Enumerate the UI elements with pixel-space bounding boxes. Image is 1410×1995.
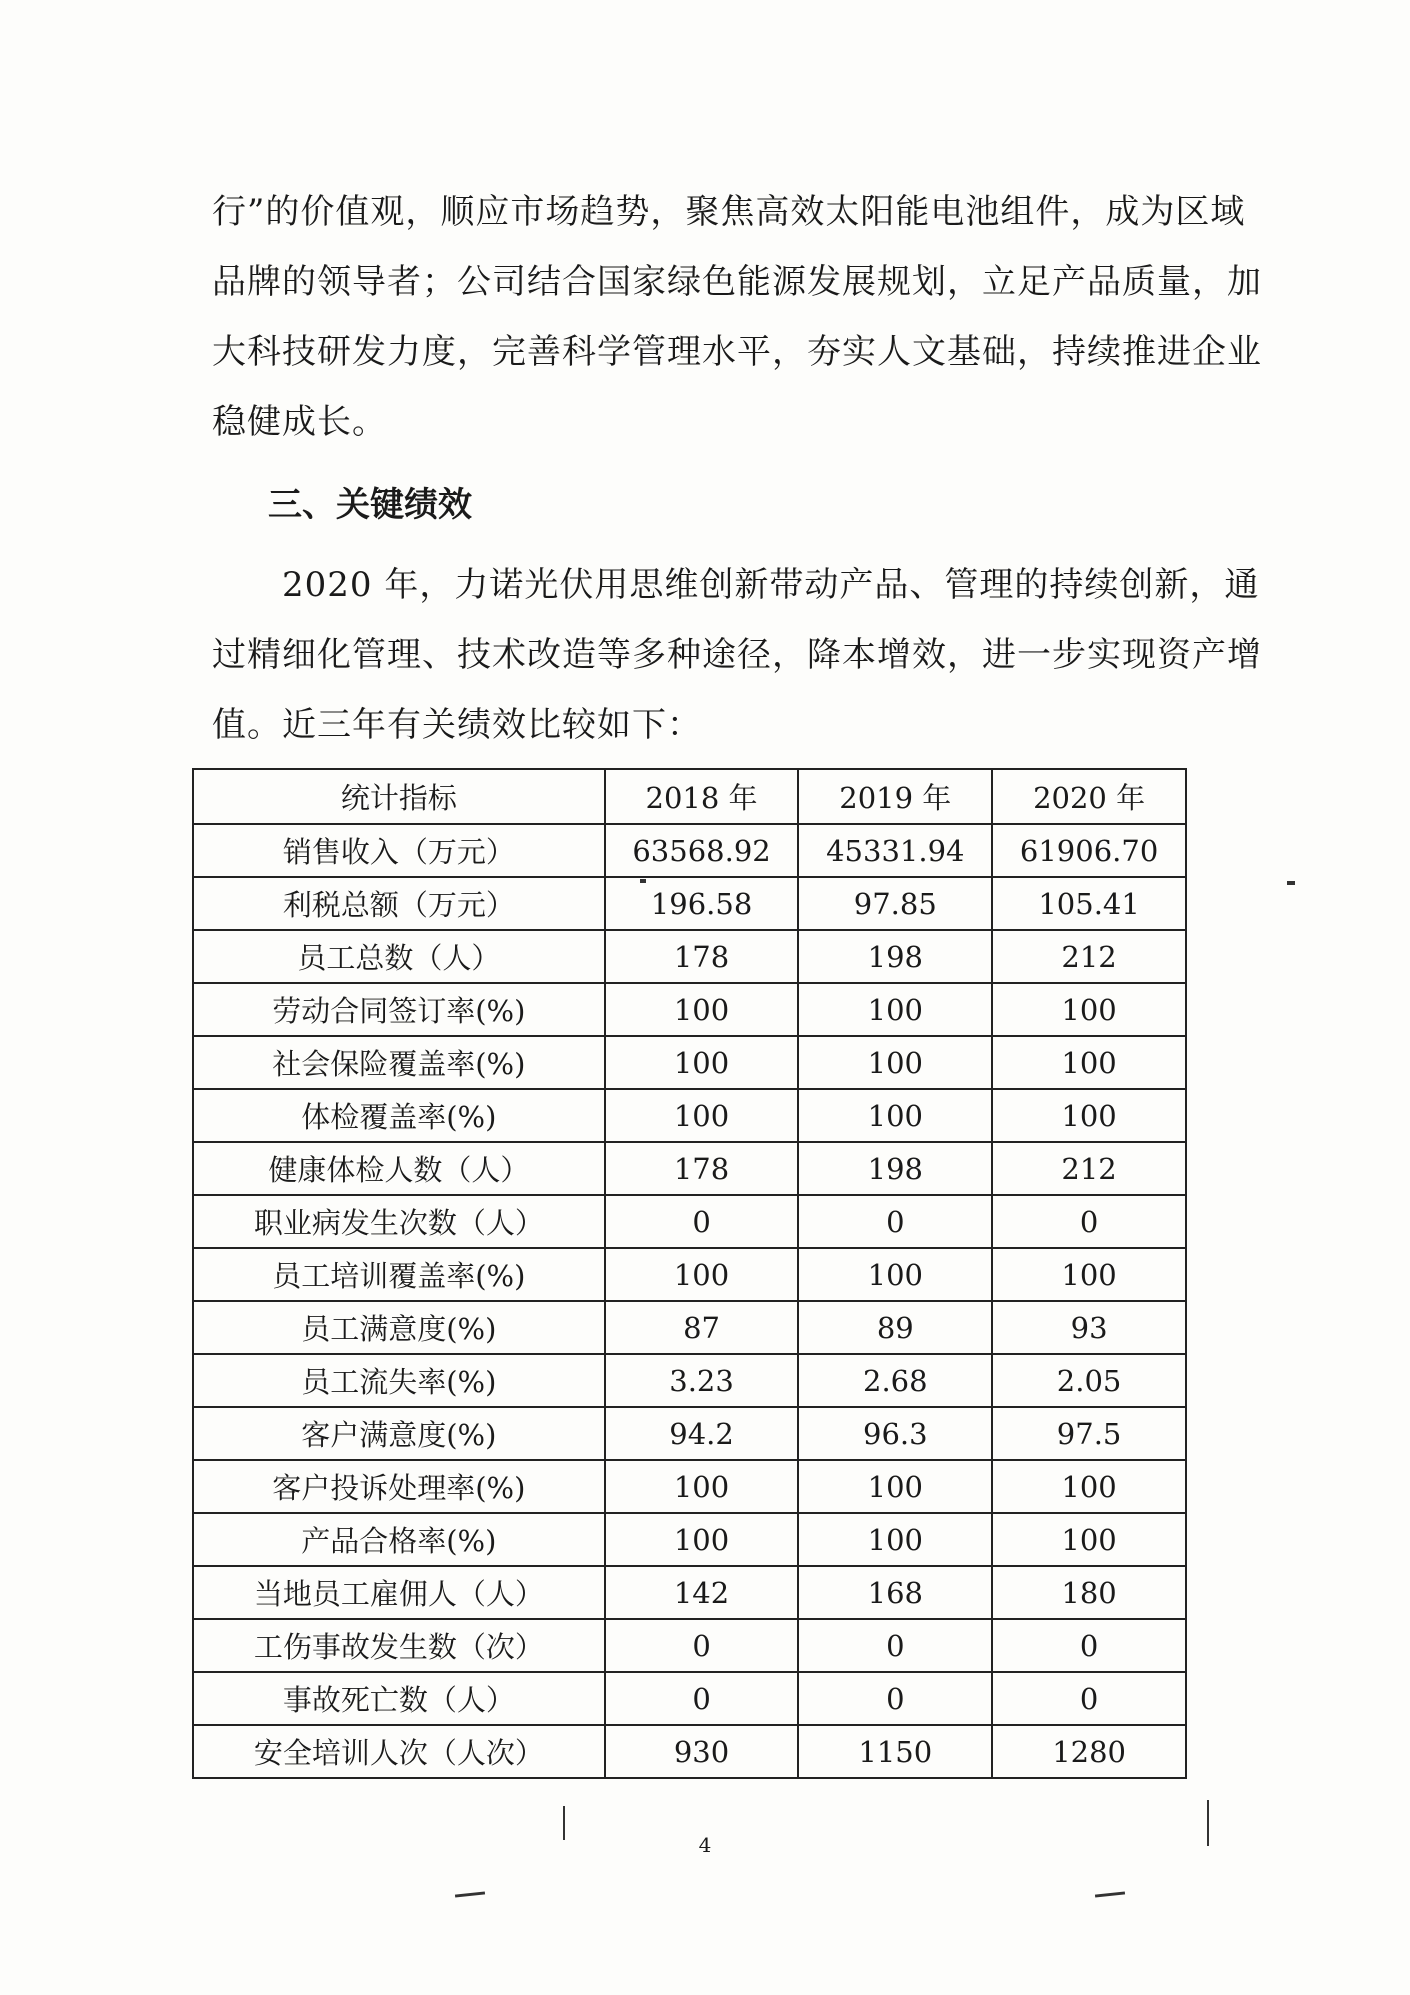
cell-value: 2.05 [992,1354,1186,1407]
cell-value: 0 [605,1619,799,1672]
row-label: 当地员工雇佣人（人） [193,1566,605,1619]
cell-value: 212 [992,1142,1186,1195]
cell-value: 61906.70 [992,824,1186,877]
row-label: 工伤事故发生数（次） [193,1619,605,1672]
table-row [193,824,1186,877]
table-row [193,1513,1186,1566]
row-label: 体检覆盖率(%) [193,1089,605,1142]
cell-value: 100 [992,1248,1186,1301]
cell-value: 1280 [992,1725,1186,1778]
cell-value: 100 [605,1089,799,1142]
row-label: 安全培训人次（人次） [193,1725,605,1778]
row-label: 员工培训覆盖率(%) [193,1248,605,1301]
table-row [193,1354,1186,1407]
row-label: 员工满意度(%) [193,1301,605,1354]
text-line: 品牌的领导者；公司结合国家绿色能源发展规划，立足产品质量，加 [212,262,1262,302]
cell-value: 100 [605,983,799,1036]
cell-value: 100 [992,983,1186,1036]
header-year-2019: 2019 年 [798,769,992,824]
row-label: 员工流失率(%) [193,1354,605,1407]
table-header-row [193,769,1186,824]
table-row [193,1566,1186,1619]
text-line: 过精细化管理、技术改造等多种途径，降本增效，进一步实现资产增 [212,635,1262,675]
header-year-2018: 2018 年 [605,769,799,824]
cell-value: 0 [798,1195,992,1248]
text-line: 大科技研发力度，完善科学管理水平，夯实人文基础，持续推进企业 [212,332,1262,372]
row-label: 事故死亡数（人） [193,1672,605,1725]
table-row [193,1036,1186,1089]
scan-artifact [1287,881,1295,885]
row-label: 产品合格率(%) [193,1513,605,1566]
cell-value: 100 [992,1089,1186,1142]
table-row [193,1248,1186,1301]
cell-value: 100 [605,1036,799,1089]
cell-value: 100 [605,1248,799,1301]
cell-value: 100 [992,1460,1186,1513]
cell-value: 196.58 [605,877,799,930]
table-row [193,1195,1186,1248]
cell-value: 87 [605,1301,799,1354]
cell-value: 0 [798,1619,992,1672]
row-label: 劳动合同签订率(%) [193,983,605,1036]
cell-value: 3.23 [605,1354,799,1407]
cell-value: 45331.94 [798,824,992,877]
cell-value: 63568.92 [605,824,799,877]
table-row [193,1619,1186,1672]
cell-value: 94.2 [605,1407,799,1460]
row-label: 利税总额（万元） [193,877,605,930]
text-line: 2020 年，力诺光伏用思维创新带动产品、管理的持续创新，通 [212,565,1260,605]
table-row [193,1672,1186,1725]
cell-value: 930 [605,1725,799,1778]
cell-value: 212 [992,930,1186,983]
row-label: 职业病发生次数（人） [193,1195,605,1248]
table-row [193,1142,1186,1195]
cell-value: 178 [605,1142,799,1195]
cell-value: 100 [798,1248,992,1301]
cell-value: 100 [798,1513,992,1566]
cell-value: 97.85 [798,877,992,930]
scan-artifact [1095,1891,1125,1897]
text-line: 稳健成长。 [212,402,387,442]
page-number: 4 [698,1833,712,1857]
cell-value: 100 [798,1089,992,1142]
cell-value: 142 [605,1566,799,1619]
section-heading: 三、关键绩效 [268,485,472,525]
cell-value: 178 [605,930,799,983]
cell-value: 0 [605,1195,799,1248]
header-year-2020: 2020 年 [992,769,1186,824]
table-row [193,1460,1186,1513]
text-line: 行”的价值观，顺应市场趋势，聚焦高效太阳能电池组件，成为区域 [212,192,1246,232]
table-row [193,983,1186,1036]
cell-value: 0 [992,1619,1186,1672]
cell-value: 2.68 [798,1354,992,1407]
table-row [193,877,1186,930]
cell-value: 100 [798,983,992,1036]
cell-value: 100 [798,1460,992,1513]
row-label: 员工总数（人） [193,930,605,983]
table-row [193,1089,1186,1142]
table-row [193,1725,1186,1778]
table-row [193,930,1186,983]
cell-value: 100 [605,1460,799,1513]
cell-value: 0 [992,1672,1186,1725]
cell-value: 1150 [798,1725,992,1778]
cell-value: 198 [798,1142,992,1195]
cell-value: 0 [992,1195,1186,1248]
cell-value: 93 [992,1301,1186,1354]
cell-value: 100 [605,1513,799,1566]
cell-value: 96.3 [798,1407,992,1460]
table-row [193,1407,1186,1460]
scan-artifact [640,879,646,883]
cell-value: 100 [992,1036,1186,1089]
row-label: 客户满意度(%) [193,1407,605,1460]
scan-artifact [455,1891,485,1897]
cell-value: 168 [798,1566,992,1619]
row-label: 销售收入（万元） [193,824,605,877]
performance-table [192,768,1187,1779]
row-label: 健康体检人数（人） [193,1142,605,1195]
cell-value: 0 [605,1672,799,1725]
cell-value: 97.5 [992,1407,1186,1460]
cell-value: 89 [798,1301,992,1354]
cell-value: 198 [798,930,992,983]
cell-value: 180 [992,1566,1186,1619]
intro-paragraph [212,177,1262,457]
row-label: 客户投诉处理率(%) [193,1460,605,1513]
cell-value: 100 [992,1513,1186,1566]
header-indicator: 统计指标 [193,769,605,824]
table-row [193,1301,1186,1354]
text-line: 值。近三年有关绩效比较如下： [212,705,702,745]
row-label: 社会保险覆盖率(%) [193,1036,605,1089]
performance-paragraph [212,550,1262,760]
cell-value: 105.41 [992,877,1186,930]
cell-value: 0 [798,1672,992,1725]
cell-value: 100 [798,1036,992,1089]
